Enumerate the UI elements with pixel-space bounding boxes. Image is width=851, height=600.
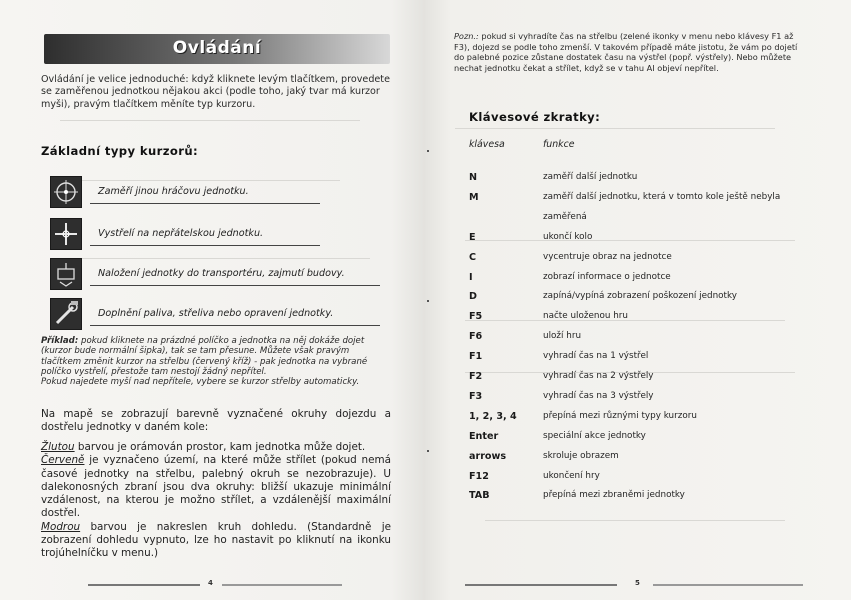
shortcut-key: F2 bbox=[469, 371, 483, 382]
column-header-key: klávesa bbox=[469, 139, 505, 150]
shortcut-function: uloží hru bbox=[543, 331, 582, 342]
shortcut-key: 1, 2, 3, 4 bbox=[469, 410, 517, 422]
transport-cursor-icon bbox=[50, 258, 82, 290]
shortcut-function: zaměřená bbox=[543, 211, 587, 222]
shortcut-row bbox=[455, 272, 815, 286]
title-banner bbox=[44, 34, 390, 64]
cursor-types-heading: Základní typy kurzorů: bbox=[41, 144, 199, 158]
shortcut-row bbox=[455, 411, 815, 425]
divider bbox=[90, 245, 320, 246]
footer-rule bbox=[88, 584, 200, 586]
shortcut-function: speciální akce jednotky bbox=[543, 430, 646, 441]
shortcut-function: zaměří další jednotku, která v tomto kole ještě nebyla bbox=[543, 191, 781, 202]
shortcut-key: arrows bbox=[469, 450, 507, 462]
shortcut-function: vyhradí čas na 1 výstřel bbox=[543, 351, 649, 362]
shortcut-function: přepíná mezi různými typy kurzoru bbox=[543, 410, 697, 421]
intro-paragraph: Ovládání je velice jednoduché: když kliknete levým tlačítkem, provedete se zaměřenou jednotkou nějakou akci (podle toho, jaký tvar má kurzor myši), pravým tlačítkem měníte typ kurzoru. bbox=[41, 74, 390, 110]
fire-cursor-icon bbox=[50, 218, 82, 250]
shortcut-row bbox=[455, 232, 815, 246]
shortcut-row bbox=[455, 451, 815, 465]
shortcut-row bbox=[455, 331, 815, 345]
shortcut-key: M bbox=[469, 191, 479, 203]
divider bbox=[90, 203, 320, 204]
page-number: 4 bbox=[208, 579, 213, 587]
shortcut-function: přepíná mezi zbraněmi jednotky bbox=[543, 490, 685, 501]
shortcut-row bbox=[455, 311, 815, 325]
shortcut-row bbox=[455, 431, 815, 445]
divider bbox=[90, 285, 380, 286]
page-footer bbox=[465, 579, 815, 588]
cursor-type-row bbox=[50, 298, 390, 330]
shortcut-key: N bbox=[469, 172, 478, 183]
red-label: Červeně bbox=[41, 454, 85, 467]
shortcut-row bbox=[455, 351, 815, 365]
shortcut-row bbox=[455, 252, 815, 266]
bleed-through-line bbox=[60, 120, 360, 121]
shortcut-row bbox=[455, 291, 815, 305]
shortcut-function: zapíná/vypíná zobrazení poškození jednotky bbox=[543, 291, 737, 302]
note-label: Pozn.: bbox=[454, 31, 479, 41]
yellow-label: Žlutou bbox=[41, 441, 75, 453]
shortcut-function: vyhradí čas na 2 výstřely bbox=[543, 371, 654, 381]
shortcut-row bbox=[455, 490, 815, 504]
shortcut-key: F3 bbox=[469, 390, 483, 402]
shortcut-key: F12 bbox=[469, 470, 489, 482]
binding-mark bbox=[427, 450, 429, 452]
shortcut-row bbox=[455, 192, 815, 206]
shortcut-function: vycentruje obraz na jednotce bbox=[543, 251, 672, 262]
shortcut-key: E bbox=[469, 231, 476, 243]
shortcut-function: zobrazí informace o jednotce bbox=[543, 271, 671, 282]
shortcut-function: skroluje obrazem bbox=[543, 450, 619, 461]
footer-rule bbox=[222, 584, 342, 586]
shortcut-function: ukončí kolo bbox=[543, 231, 593, 242]
red-description: je vyznačeno území, na které může střílet (pokud nemá časové jednotky na střelbu, palebný okruh se nezobrazuje). U dalekonosných zbraní jsou dva okruhy: bližší ukazuje minimální vzdálenost, na kterou je možno střílet, a vzdálenější maximální dostřel. bbox=[41, 454, 391, 520]
bleed-through-line bbox=[455, 128, 775, 129]
binding-mark bbox=[427, 300, 429, 302]
page-footer bbox=[88, 579, 388, 588]
cursor-label: Vystřelí na nepřátelskou jednotku. bbox=[98, 228, 264, 239]
example-label: Příklad: bbox=[41, 336, 79, 346]
column-header-function: funkce bbox=[543, 139, 575, 150]
divider bbox=[90, 325, 380, 326]
footer-rule bbox=[653, 584, 803, 586]
shortcut-key: D bbox=[469, 291, 477, 303]
example-text-2: Pokud najedete myší nad nepřítele, vybere se kurzor střelby automaticky. bbox=[41, 377, 360, 388]
cursor-type-row bbox=[50, 218, 390, 250]
shortcut-key: Enter bbox=[469, 430, 499, 442]
footer-rule bbox=[465, 584, 617, 586]
cursor-label: Doplnění paliva, střeliva nebo opravení jednotky. bbox=[98, 308, 334, 319]
shortcut-key: F1 bbox=[469, 351, 483, 363]
note-text: pokud si vyhradíte čas na střelbu (zelené ikonky v menu nebo klávesy F1 až F3), dojezd se podle toho zmenší. V takovém případě máte jistotu, že vám po dojetí do palebné pozice zůstane dostatek času na výstřel (popř. výstřely). Nebo můžete nechat jednotku čekat a střílet, když se v tahu AI objeví nepřítel. bbox=[454, 31, 798, 73]
shortcuts-heading: Klávesové zkratky: bbox=[469, 110, 601, 124]
shortcut-row bbox=[455, 212, 815, 226]
right-page bbox=[425, 0, 851, 600]
cursor-label: Naložení jednotky do transportéru, zajmutí budovy. bbox=[98, 268, 345, 279]
range-legend-text bbox=[41, 441, 391, 561]
left-page bbox=[0, 0, 425, 600]
shortcut-key: F6 bbox=[469, 331, 483, 343]
repair-cursor-icon bbox=[50, 298, 82, 330]
binding-mark bbox=[427, 150, 429, 152]
cursor-type-row bbox=[50, 176, 390, 208]
yellow-description: barvou je orámován prostor, kam jednotka může dojet. bbox=[74, 441, 366, 453]
shortcut-function: načte uloženou hru bbox=[543, 311, 628, 322]
shortcut-row bbox=[455, 371, 815, 385]
shortcut-row bbox=[455, 391, 815, 405]
shortcut-key: C bbox=[469, 251, 477, 263]
cursor-label: Zaměří jinou hráčovu jednotku. bbox=[98, 186, 249, 197]
map-intro-paragraph: Na mapě se zobrazují barevně vyznačené okruhy dojezdu a dostřelu jednotky v daném kole: bbox=[41, 408, 391, 434]
shortcut-row bbox=[455, 471, 815, 485]
blue-label: Modrou bbox=[41, 520, 81, 533]
shortcut-key: F5 bbox=[469, 311, 483, 323]
bleed-through-line bbox=[485, 520, 785, 521]
shortcut-function: zaměří další jednotku bbox=[543, 172, 638, 182]
page-title: Ovládání bbox=[172, 38, 262, 58]
page-number: 5 bbox=[635, 579, 640, 587]
example-text: pokud kliknete na prázdné políčko a jednotka na něj dokáže dojet (kurzor bude normální šipka), tak se tam přesune. Můžete však pravým tlačítkem změnit kurzor na střelbu (červený kříž) - pak jednotka na vybrané políčko vystřelí, přestože tam nestojí žádný nepřítel. bbox=[41, 336, 368, 377]
cursor-type-row bbox=[50, 258, 390, 290]
example-paragraph bbox=[41, 336, 391, 387]
shortcut-key: I bbox=[469, 271, 473, 283]
shortcut-row bbox=[455, 172, 815, 186]
shortcut-function: vyhradí čas na 3 výstřely bbox=[543, 390, 654, 401]
note-paragraph bbox=[454, 31, 806, 73]
target-cursor-icon bbox=[50, 176, 82, 208]
shortcut-key: TAB bbox=[469, 490, 490, 502]
blue-description: barvou je nakreslen kruh dohledu. (Standardně je zobrazení dohledu vypnuto, lze ho nastavit po kliknutí na ikonku trojúhelníčku v menu.) bbox=[41, 520, 391, 560]
shortcut-function: ukončení hry bbox=[543, 470, 600, 481]
